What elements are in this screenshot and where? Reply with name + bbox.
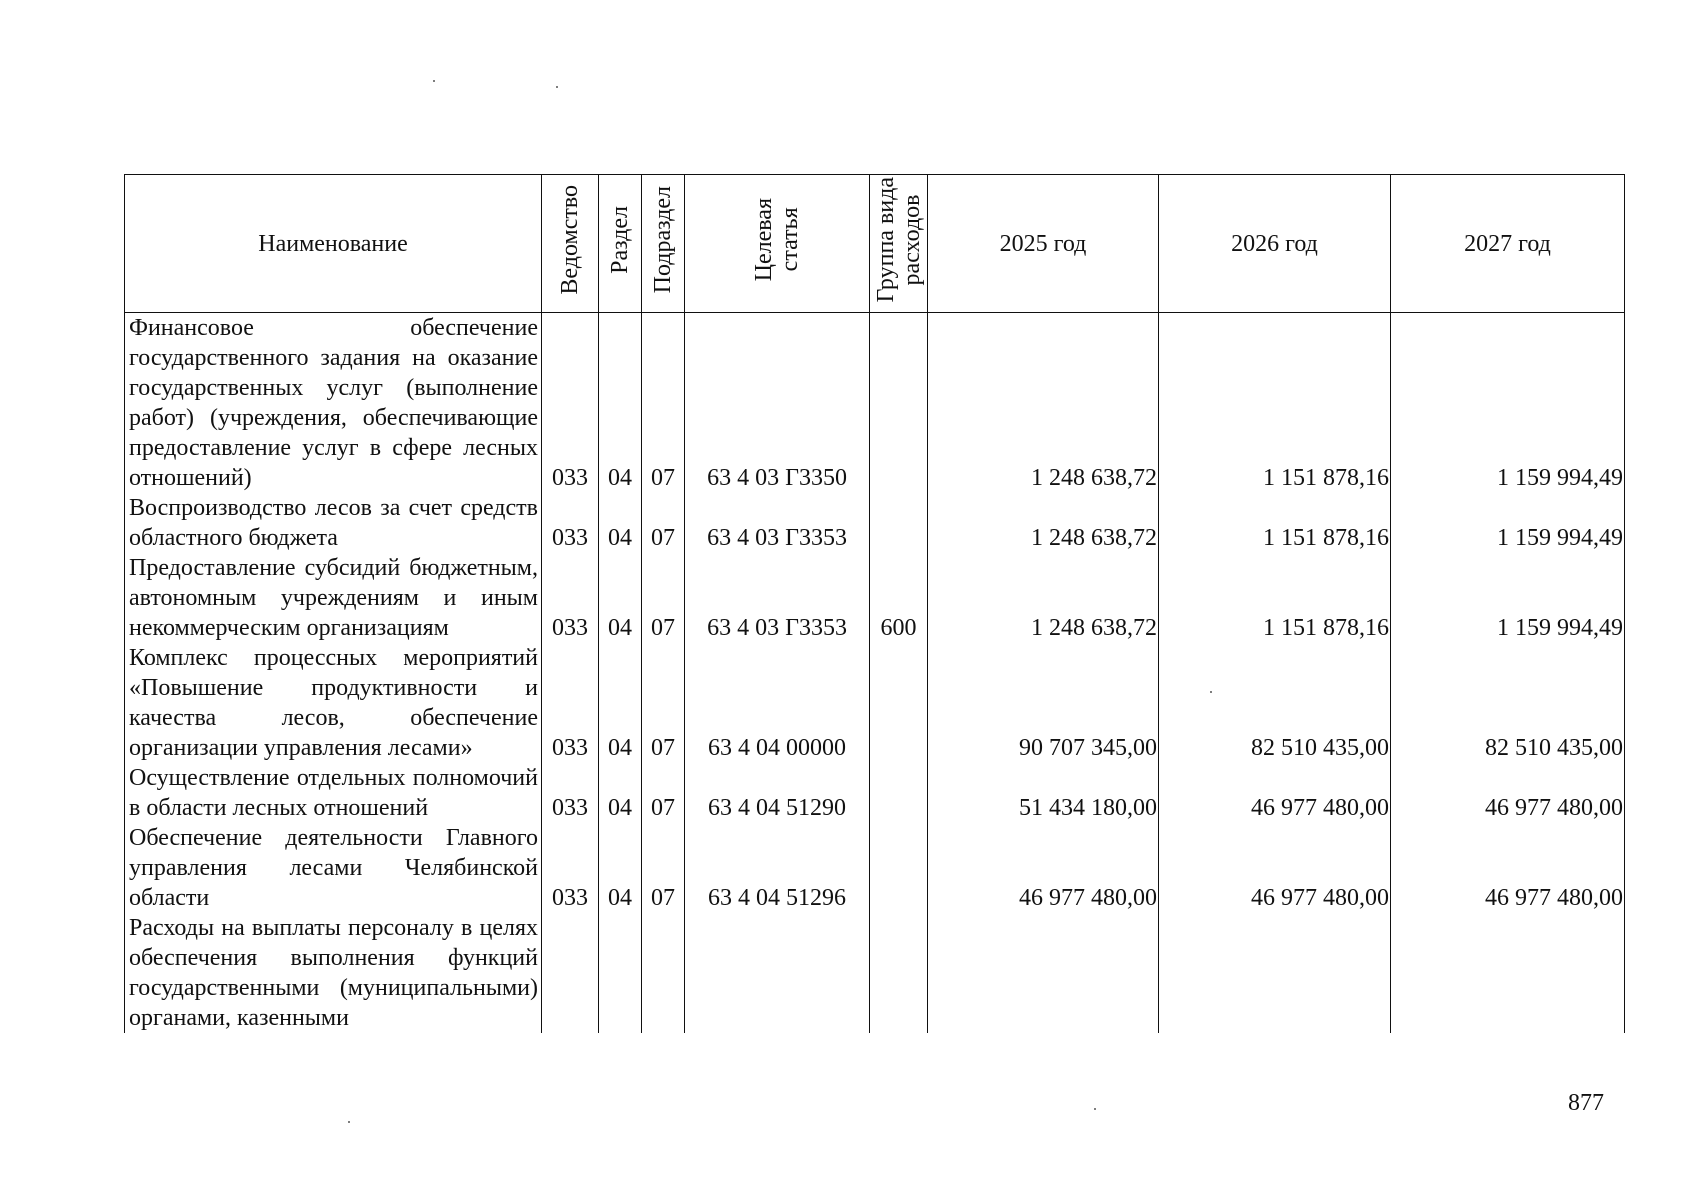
scan-speck bbox=[1210, 691, 1212, 693]
row-target-article: 63 4 03 Г3350 bbox=[685, 313, 870, 494]
row-department: 033 bbox=[542, 823, 599, 913]
header-subsection bbox=[642, 175, 685, 313]
row-target-article: 63 4 03 Г3353 bbox=[685, 553, 870, 643]
row-section: 04 bbox=[599, 763, 642, 823]
table-body bbox=[125, 313, 1625, 1034]
budget-table bbox=[124, 174, 1625, 1033]
row-amount-2026 bbox=[1159, 913, 1391, 1033]
row-name: Комплекс процессных мероприятий «Повышение продуктивности и качества лесов, обеспечение организации управления лесами» bbox=[125, 643, 542, 763]
row-subsection: 07 bbox=[642, 553, 685, 643]
row-subsection: 07 bbox=[642, 493, 685, 553]
row-amount-2027: 46 977 480,00 bbox=[1391, 823, 1625, 913]
row-section: 04 bbox=[599, 313, 642, 494]
row-subsection: 07 bbox=[642, 763, 685, 823]
row-department: 033 bbox=[542, 493, 599, 553]
header-target-article bbox=[685, 175, 870, 313]
row-name: Осуществление отдельных полномочий в области лесных отношений bbox=[125, 763, 542, 823]
header-name bbox=[125, 175, 542, 313]
header-year-2025-label: 2025 год bbox=[999, 230, 1087, 257]
row-amount-2025: 1 248 638,72 bbox=[928, 313, 1159, 494]
row-department: 033 bbox=[542, 643, 599, 763]
row-department: 033 bbox=[542, 553, 599, 643]
row-amount-2027: 1 159 994,49 bbox=[1391, 493, 1625, 553]
header-year-2027 bbox=[1391, 175, 1625, 313]
row-subsection: 07 bbox=[642, 643, 685, 763]
row-amount-2027: 1 159 994,49 bbox=[1391, 313, 1625, 494]
header-year-2026-label: 2026 год bbox=[1231, 230, 1318, 257]
header-year-2025 bbox=[928, 175, 1159, 313]
row-name: Предоставление субсидий бюджетным, автономным учреждениям и иным некоммерческим организациям bbox=[125, 553, 542, 643]
table-header bbox=[125, 175, 1625, 313]
page-number: 877 bbox=[1568, 1090, 1604, 1116]
row-amount-2025: 90 707 345,00 bbox=[928, 643, 1159, 763]
row-section: 04 bbox=[599, 553, 642, 643]
row-amount-2027: 46 977 480,00 bbox=[1391, 763, 1625, 823]
header-row bbox=[125, 175, 1625, 313]
scan-speck bbox=[1094, 1108, 1096, 1110]
row-target-article: 63 4 03 Г3353 bbox=[685, 493, 870, 553]
header-subsection-label: Подраздел bbox=[650, 185, 676, 294]
scan-speck bbox=[556, 86, 558, 88]
row-section: 04 bbox=[599, 823, 642, 913]
table-row bbox=[125, 493, 1625, 553]
row-section: 04 bbox=[599, 493, 642, 553]
row-target-article: 63 4 04 51290 bbox=[685, 763, 870, 823]
row-amount-2027 bbox=[1391, 913, 1625, 1033]
row-expense-group bbox=[870, 313, 928, 494]
row-department: 033 bbox=[542, 763, 599, 823]
header-department-label: Ведомство bbox=[557, 184, 583, 295]
table-row bbox=[125, 823, 1625, 913]
header-name-label: Наименование bbox=[258, 230, 408, 257]
header-year-2027-label: 2027 год bbox=[1464, 230, 1551, 257]
row-name: Финансовое обеспечение государственного задания на оказание государственных услуг (выполнение работ) (учреждения, обеспечивающие предоставление услуг в сфере лесных отношений) bbox=[125, 313, 542, 494]
header-section-label: Раздел bbox=[607, 205, 633, 274]
row-department bbox=[542, 913, 599, 1033]
row-amount-2026: 1 151 878,16 bbox=[1159, 553, 1391, 643]
row-target-article: 63 4 04 00000 bbox=[685, 643, 870, 763]
header-year-2026 bbox=[1159, 175, 1391, 313]
header-expense-group-label: Группа вида расходов bbox=[872, 176, 925, 303]
row-amount-2026: 46 977 480,00 bbox=[1159, 823, 1391, 913]
row-amount-2027: 1 159 994,49 bbox=[1391, 553, 1625, 643]
header-target-article-label: Целевая статья bbox=[751, 197, 803, 282]
row-expense-group bbox=[870, 913, 928, 1033]
row-amount-2026: 1 151 878,16 bbox=[1159, 313, 1391, 494]
table-row bbox=[125, 553, 1625, 643]
row-subsection bbox=[642, 913, 685, 1033]
row-amount-2025: 1 248 638,72 bbox=[928, 553, 1159, 643]
table-row bbox=[125, 643, 1625, 763]
row-expense-group bbox=[870, 643, 928, 763]
row-amount-2026: 46 977 480,00 bbox=[1159, 763, 1391, 823]
scan-speck bbox=[433, 80, 435, 82]
row-amount-2027: 82 510 435,00 bbox=[1391, 643, 1625, 763]
row-section: 04 bbox=[599, 643, 642, 763]
row-expense-group bbox=[870, 763, 928, 823]
row-subsection: 07 bbox=[642, 313, 685, 494]
row-amount-2025: 46 977 480,00 bbox=[928, 823, 1159, 913]
row-name: Расходы на выплаты персоналу в целях обеспечения выполнения функций государственными (муниципальными) органами, казенными bbox=[125, 913, 542, 1033]
table-row bbox=[125, 913, 1625, 1033]
row-target-article: 63 4 04 51296 bbox=[685, 823, 870, 913]
row-amount-2026: 1 151 878,16 bbox=[1159, 493, 1391, 553]
row-amount-2025 bbox=[928, 913, 1159, 1033]
row-amount-2025: 1 248 638,72 bbox=[928, 493, 1159, 553]
row-name: Обеспечение деятельности Главного управления лесами Челябинской области bbox=[125, 823, 542, 913]
table-row bbox=[125, 313, 1625, 494]
row-name: Воспроизводство лесов за счет средств областного бюджета bbox=[125, 493, 542, 553]
row-section bbox=[599, 913, 642, 1033]
header-expense-group bbox=[870, 175, 928, 313]
table-row bbox=[125, 763, 1625, 823]
row-expense-group bbox=[870, 493, 928, 553]
header-department bbox=[542, 175, 599, 313]
row-department: 033 bbox=[542, 313, 599, 494]
header-section bbox=[599, 175, 642, 313]
row-subsection: 07 bbox=[642, 823, 685, 913]
row-target-article bbox=[685, 913, 870, 1033]
row-expense-group: 600 bbox=[870, 553, 928, 643]
scan-speck bbox=[348, 1121, 350, 1123]
row-expense-group bbox=[870, 823, 928, 913]
row-amount-2025: 51 434 180,00 bbox=[928, 763, 1159, 823]
row-amount-2026: 82 510 435,00 bbox=[1159, 643, 1391, 763]
